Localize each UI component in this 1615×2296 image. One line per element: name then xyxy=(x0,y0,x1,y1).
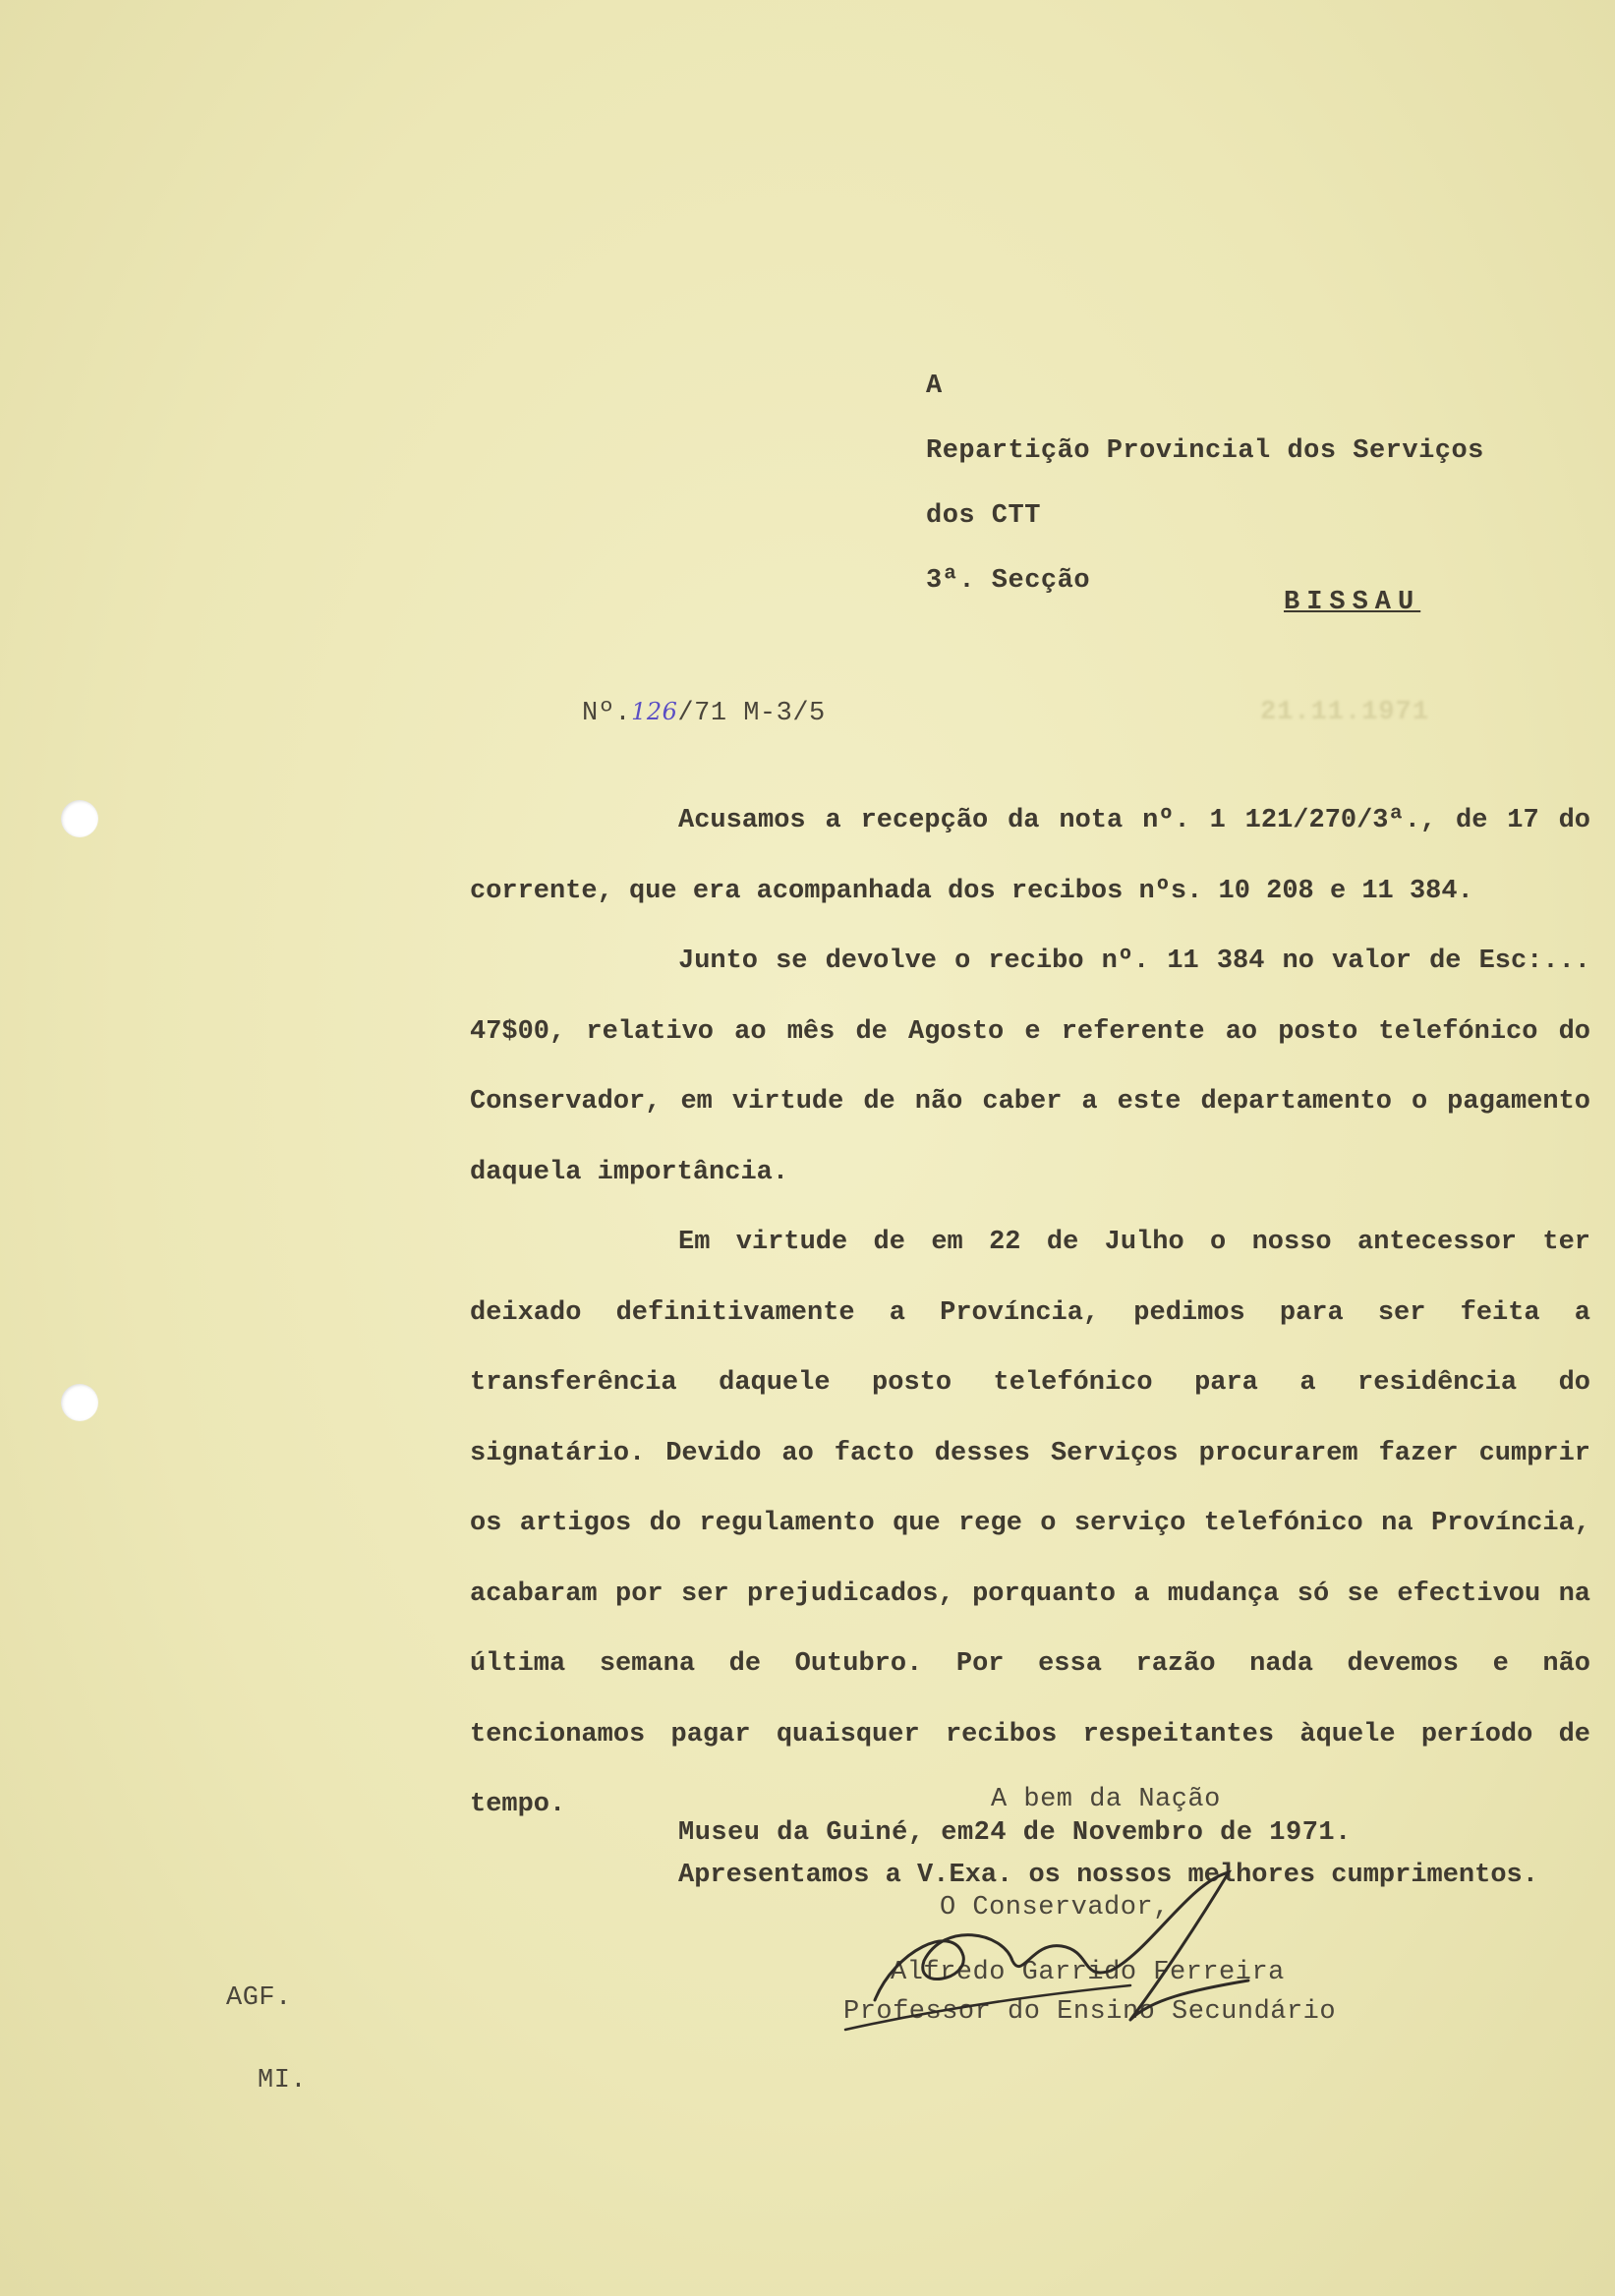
date-stamp: 21.11.1971 xyxy=(1260,698,1430,727)
reference-suffix: /71 M-3/5 xyxy=(677,699,826,728)
reference-number: 126 xyxy=(631,698,678,725)
addressee-prefix: A xyxy=(926,372,943,401)
addressee-line1: Repartição Provincial dos Serviços xyxy=(926,436,1484,466)
addressee-section: 3ª. Secção xyxy=(926,566,1091,596)
punch-hole-bottom xyxy=(61,1384,98,1421)
closing-role: O Conservador, xyxy=(940,1893,1170,1923)
signatory-name: Alfredo Garrido Ferreira xyxy=(891,1958,1285,1987)
closing-place-date: Museu da Guiné, em24 de Novembro de 1971. xyxy=(678,1818,1352,1848)
signatory-title: Professor do Ensino Secundário xyxy=(843,1997,1337,2027)
paragraph-1: Acusamos a recepção da nota nº. 1 121/270/3ª., de 17 do corrente, que era acompanhada dos recibos nºs. 10 208 e 11 384. xyxy=(470,806,1590,906)
addressee-line2: dos CTT xyxy=(926,501,1041,531)
closing-salutation: A bem da Nação xyxy=(991,1785,1221,1814)
reference-line xyxy=(582,698,826,728)
initials-line2: MI. xyxy=(258,2066,308,2095)
handwritten-signature xyxy=(836,1863,1307,2059)
initials-line1: AGF. xyxy=(226,1983,292,2013)
paragraph-2: Junto se devolve o recibo nº. 11 384 no valor de Esc:... 47$00, relativo ao mês de Agosto e referente ao posto telefónico do Conservador, em virtude de não caber a este departamento o pagamento daquela importância. xyxy=(470,947,1590,1187)
paragraph-4: Apresentamos a V.Exa. os nossos melhores cumprimentos. xyxy=(678,1860,1538,1890)
letter-body xyxy=(470,786,1590,1911)
reference-prefix: Nº. xyxy=(582,699,632,728)
paragraph-3: Em virtude de em 22 de Julho o nosso antecessor ter deixado definitivamente a Província, pedimos para ser feita a transferência daquele posto telefónico para a residência do signatário. Devido ao facto desses Serviços procurarem fazer cumprir os artigos do regulamento que rege o serviço telefónico na Província, acabaram por ser prejudicados, porquanto a mudança só se efectivou na última semana de Outubro. Por essa razão nada devemos e não tencionamos pagar quaisquer recibos respeitantes àquele período de tempo. xyxy=(470,1228,1590,1819)
addressee-city: BISSAU xyxy=(1284,588,1421,617)
punch-hole-top xyxy=(61,800,98,837)
